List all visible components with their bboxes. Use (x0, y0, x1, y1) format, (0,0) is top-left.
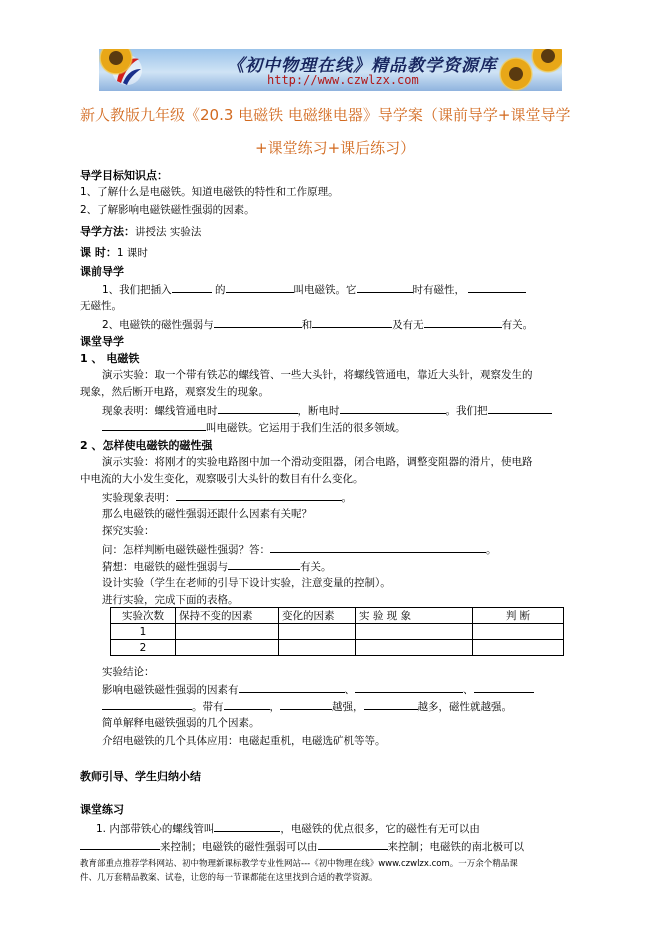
phenomenon-line: 实验现象表明： 。 (102, 489, 352, 505)
table-cell[interactable] (473, 624, 564, 640)
banner-url: http://www.czwlzx.com (267, 73, 419, 87)
conclusion-line-2: 。带有 ， 越强， 越多，磁性就越强。 (102, 698, 512, 714)
blank[interactable] (318, 838, 388, 850)
blank[interactable] (270, 541, 486, 553)
table-cell: 1 (111, 624, 176, 640)
table-cell[interactable] (473, 640, 564, 656)
blank[interactable] (474, 681, 534, 693)
method-label: 导学方法： (80, 225, 135, 238)
table-header-cell: 实 验 现 象 (356, 608, 473, 624)
demo-text: 演示实验：取一个带有铁芯的螺线管、一些大头针，将螺线管通电，靠近大头针，观察发生的 (102, 369, 533, 381)
method-text: 讲授法 实验法 (135, 226, 202, 238)
table-cell[interactable] (176, 624, 279, 640)
objectives-heading: 导学目标知识点： (80, 169, 168, 182)
blank[interactable] (176, 489, 342, 501)
header-banner (99, 49, 562, 91)
table-header-cell: 判 断 (473, 608, 564, 624)
table-cell[interactable] (356, 640, 473, 656)
document-title-line2: +课堂练习+课后练习） (255, 139, 416, 157)
phenomenon-line-cont: 叫电磁铁。它运用于我们生活的很多领域。 (102, 419, 406, 435)
summary-heading: 教师引导、学生归纳小结 (80, 770, 201, 783)
table-cell[interactable] (279, 640, 356, 656)
method-line (80, 223, 201, 239)
blank[interactable] (228, 558, 300, 570)
blank[interactable] (364, 698, 418, 710)
objective-item: 1、了解什么是电磁铁。知道电磁铁的特性和工作原理。 (80, 186, 339, 198)
in-class-heading: 课堂导学 (80, 335, 124, 348)
footer-line: 件、几万套精品教案、试卷，让您的每一节课都能在这里找到合适的教学资源。 (80, 873, 378, 883)
practice-heading: 课堂练习 (80, 803, 124, 816)
section-strength: 2 、怎样使电磁铁的磁性强 (80, 439, 213, 452)
practice-question-1-cont: 来控制；电磁铁的磁性强弱可以由 来控制；电磁铁的南北极可以 (80, 838, 524, 854)
section-electromagnet: 1 、 电磁铁 (80, 352, 140, 365)
table-row (111, 624, 564, 640)
table-cell[interactable] (176, 640, 279, 656)
explore-label: 探究实验： (102, 525, 155, 537)
sunflower-decoration (499, 57, 533, 91)
blank[interactable] (102, 698, 192, 710)
question-line: 那么电磁铁的磁性强弱还跟什么因素有关呢？ (102, 508, 312, 520)
ask-line: 问：怎样判断电磁铁磁性强弱？答： 。 (102, 541, 497, 557)
conclusion-label: 实验结论： (102, 666, 155, 678)
guess-line: 猜想：电磁铁的磁性强弱与 有关。 (102, 558, 332, 574)
blank[interactable] (488, 402, 552, 414)
blank[interactable] (224, 698, 270, 710)
table-header-cell: 变化的因素 (279, 608, 356, 624)
pre-question-1: 1、我们把插入 的 叫电磁铁。它 时有磁性， (102, 281, 526, 297)
blank[interactable] (214, 316, 302, 328)
pre-question-1-cont: 无磁性。 (80, 300, 122, 312)
practice-question-1: 1. 内部带铁心的螺线管叫 ，电磁铁的优点很多，它的磁性有无可以由 (96, 820, 480, 836)
blank[interactable] (172, 281, 212, 293)
design-line: 设计实验（学生在老师的引导下设计实验，注意变量的控制）。 (102, 577, 391, 589)
table-header-row (111, 608, 564, 624)
experiment-table (110, 607, 564, 656)
footer-line: 教育部重点推荐学科网站、初中物理新课标教学专业性网站---《初中物理在线》www.czwlzx.com。一万余个精品课 (80, 859, 518, 869)
conclusion-line-1: 影响电磁铁磁性强弱的因素有 、 、 (102, 681, 534, 697)
table-cell: 2 (111, 640, 176, 656)
blank[interactable] (239, 681, 345, 693)
demo-text: 现象，然后断开电路，观察发生的现象。 (80, 386, 269, 398)
demo-text: 演示实验：将刚才的实验电路图中加一个滑动变阻器，闭合电路，调整变阻器的滑片，使电路 (102, 456, 533, 468)
sunflower-decoration (531, 49, 562, 73)
phenomenon-line: 现象表明：螺线管通电时 ，断电时 。我们把 (102, 402, 552, 418)
explain-line: 简单解释电磁铁强弱的几个因素。 (102, 717, 260, 729)
demo-text: 中电流的大小发生变化，观察吸引大头针的数目有什么变化。 (80, 473, 364, 485)
blank[interactable] (340, 402, 446, 414)
blank[interactable] (312, 316, 392, 328)
period-text: 1 课时 (116, 247, 148, 259)
blank[interactable] (355, 681, 463, 693)
table-cell[interactable] (356, 624, 473, 640)
blank[interactable] (102, 419, 206, 431)
pre-class-heading: 课前导学 (80, 265, 124, 278)
table-header-cell: 保持不变的因素 (176, 608, 279, 624)
period-label: 课 时： (80, 246, 117, 259)
conduct-line: 进行实验，完成下面的表格。 (102, 594, 239, 606)
pre-question-2: 2、电磁铁的磁性强弱与 和 及有无 有关。 (102, 316, 533, 332)
blank[interactable] (424, 316, 502, 328)
banner-title: 《初中物理在线》精品教学资源库 (227, 56, 497, 76)
table-header-cell: 实验次数 (111, 608, 176, 624)
blank[interactable] (80, 838, 160, 850)
blank[interactable] (357, 281, 413, 293)
table-row (111, 640, 564, 656)
blank[interactable] (280, 698, 332, 710)
document-title-line1: 新人教版九年级《20.3 电磁铁 电磁继电器》导学案（课前导学+课堂导学 (80, 106, 571, 124)
blank[interactable] (226, 281, 294, 293)
blank[interactable] (218, 402, 298, 414)
blank[interactable] (214, 820, 280, 832)
apps-line: 介绍电磁铁的几个具体应用：电磁起重机，电磁选矿机等等。 (102, 735, 386, 747)
table-cell[interactable] (279, 624, 356, 640)
blank[interactable] (468, 281, 526, 293)
period-line (80, 244, 148, 260)
objective-item: 2、了解影响电磁铁磁性强弱的因素。 (80, 204, 255, 216)
